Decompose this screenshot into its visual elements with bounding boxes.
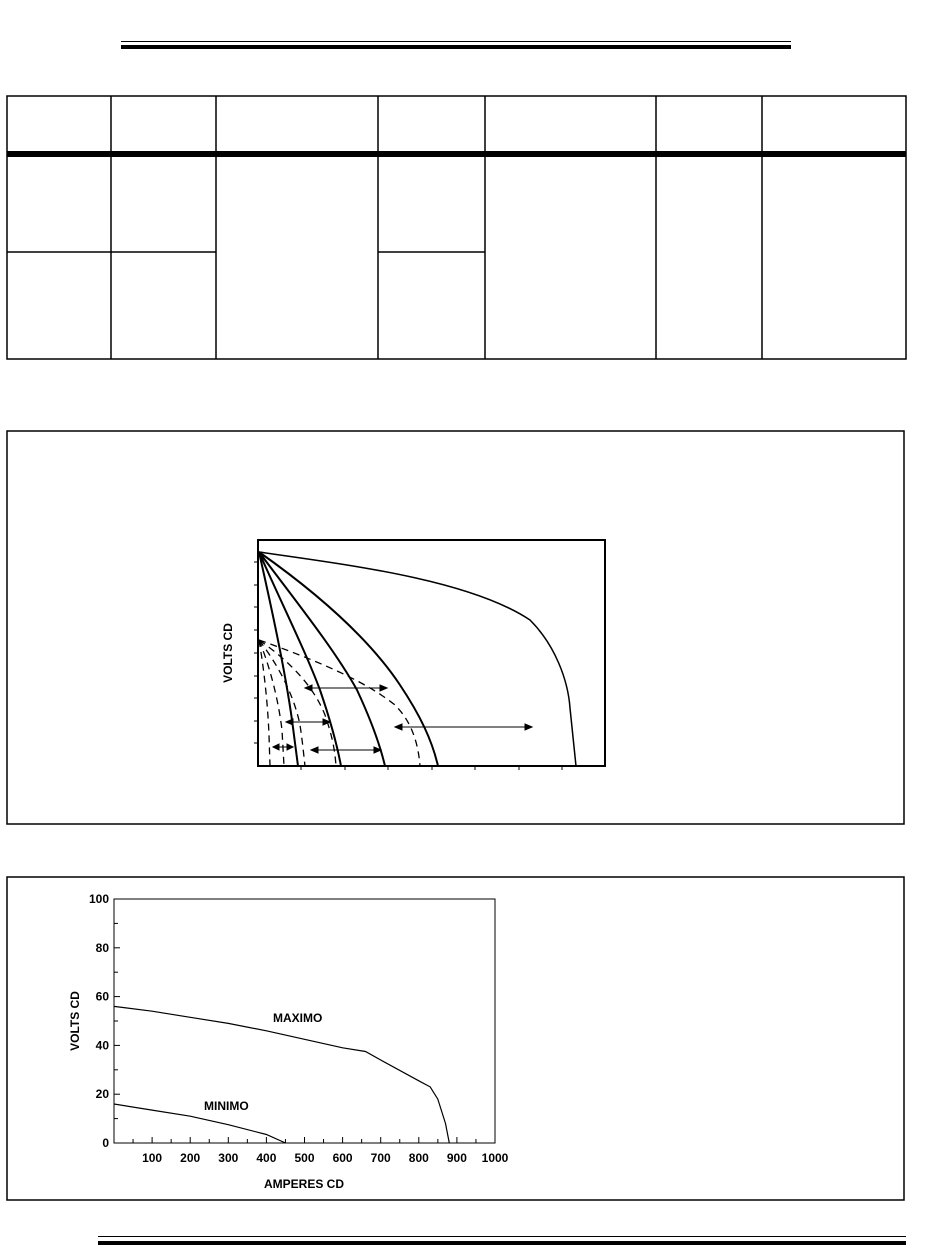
figure-volt-ampere (0, 860, 950, 1210)
x-tick-label: 500 (294, 1151, 315, 1165)
y-tick-label: 60 (95, 989, 109, 1004)
spec-table (0, 0, 950, 380)
x-tick-label: 400 (256, 1151, 277, 1165)
solid-curves (259, 552, 576, 766)
plot-area (258, 540, 605, 766)
x-tick-label: 300 (218, 1151, 239, 1165)
series-label-maximo: MAXIMO (273, 1011, 323, 1025)
y-axis-label: VOLTS CD (68, 991, 82, 1051)
curve-solid-3 (259, 552, 385, 766)
curve-solid-5 (259, 552, 298, 766)
x-tick-label: 600 (332, 1151, 353, 1165)
x-tick-label: 800 (408, 1151, 429, 1165)
table-header-rule (7, 151, 906, 157)
chart-va-family (221, 540, 605, 770)
table-border (7, 96, 906, 359)
x-tick-label: 100 (142, 1151, 163, 1165)
chart-max-min (68, 892, 509, 1191)
y-tick-label: 20 (95, 1087, 109, 1102)
curve-solid-4 (259, 552, 341, 766)
y-tick-label: 0 (102, 1136, 109, 1150)
y-axis-label: VOLTS CD (221, 623, 235, 683)
range-arrows (273, 685, 532, 753)
series-line-maximo (114, 1006, 449, 1143)
y-tick-label: 80 (95, 940, 109, 955)
x-tick-label: 1000 (481, 1151, 509, 1165)
x-tick-label: 700 (370, 1151, 391, 1165)
y-tick-label: 100 (88, 892, 109, 906)
series-line-minimo (114, 1104, 286, 1143)
series-label-minimo: MINIMO (204, 1099, 249, 1113)
figure-va-curves (0, 420, 950, 840)
y-tick-label: 40 (95, 1038, 109, 1053)
footer-rule-thin (98, 1236, 906, 1237)
x-axis-label: AMPERES CD (263, 1177, 345, 1191)
x-tick-label: 900 (446, 1151, 467, 1165)
curve-solid-2 (259, 552, 438, 766)
x-tick-label: 200 (180, 1151, 201, 1165)
curve-dashed-5 (259, 640, 270, 766)
footer-rule-thick (98, 1241, 906, 1245)
